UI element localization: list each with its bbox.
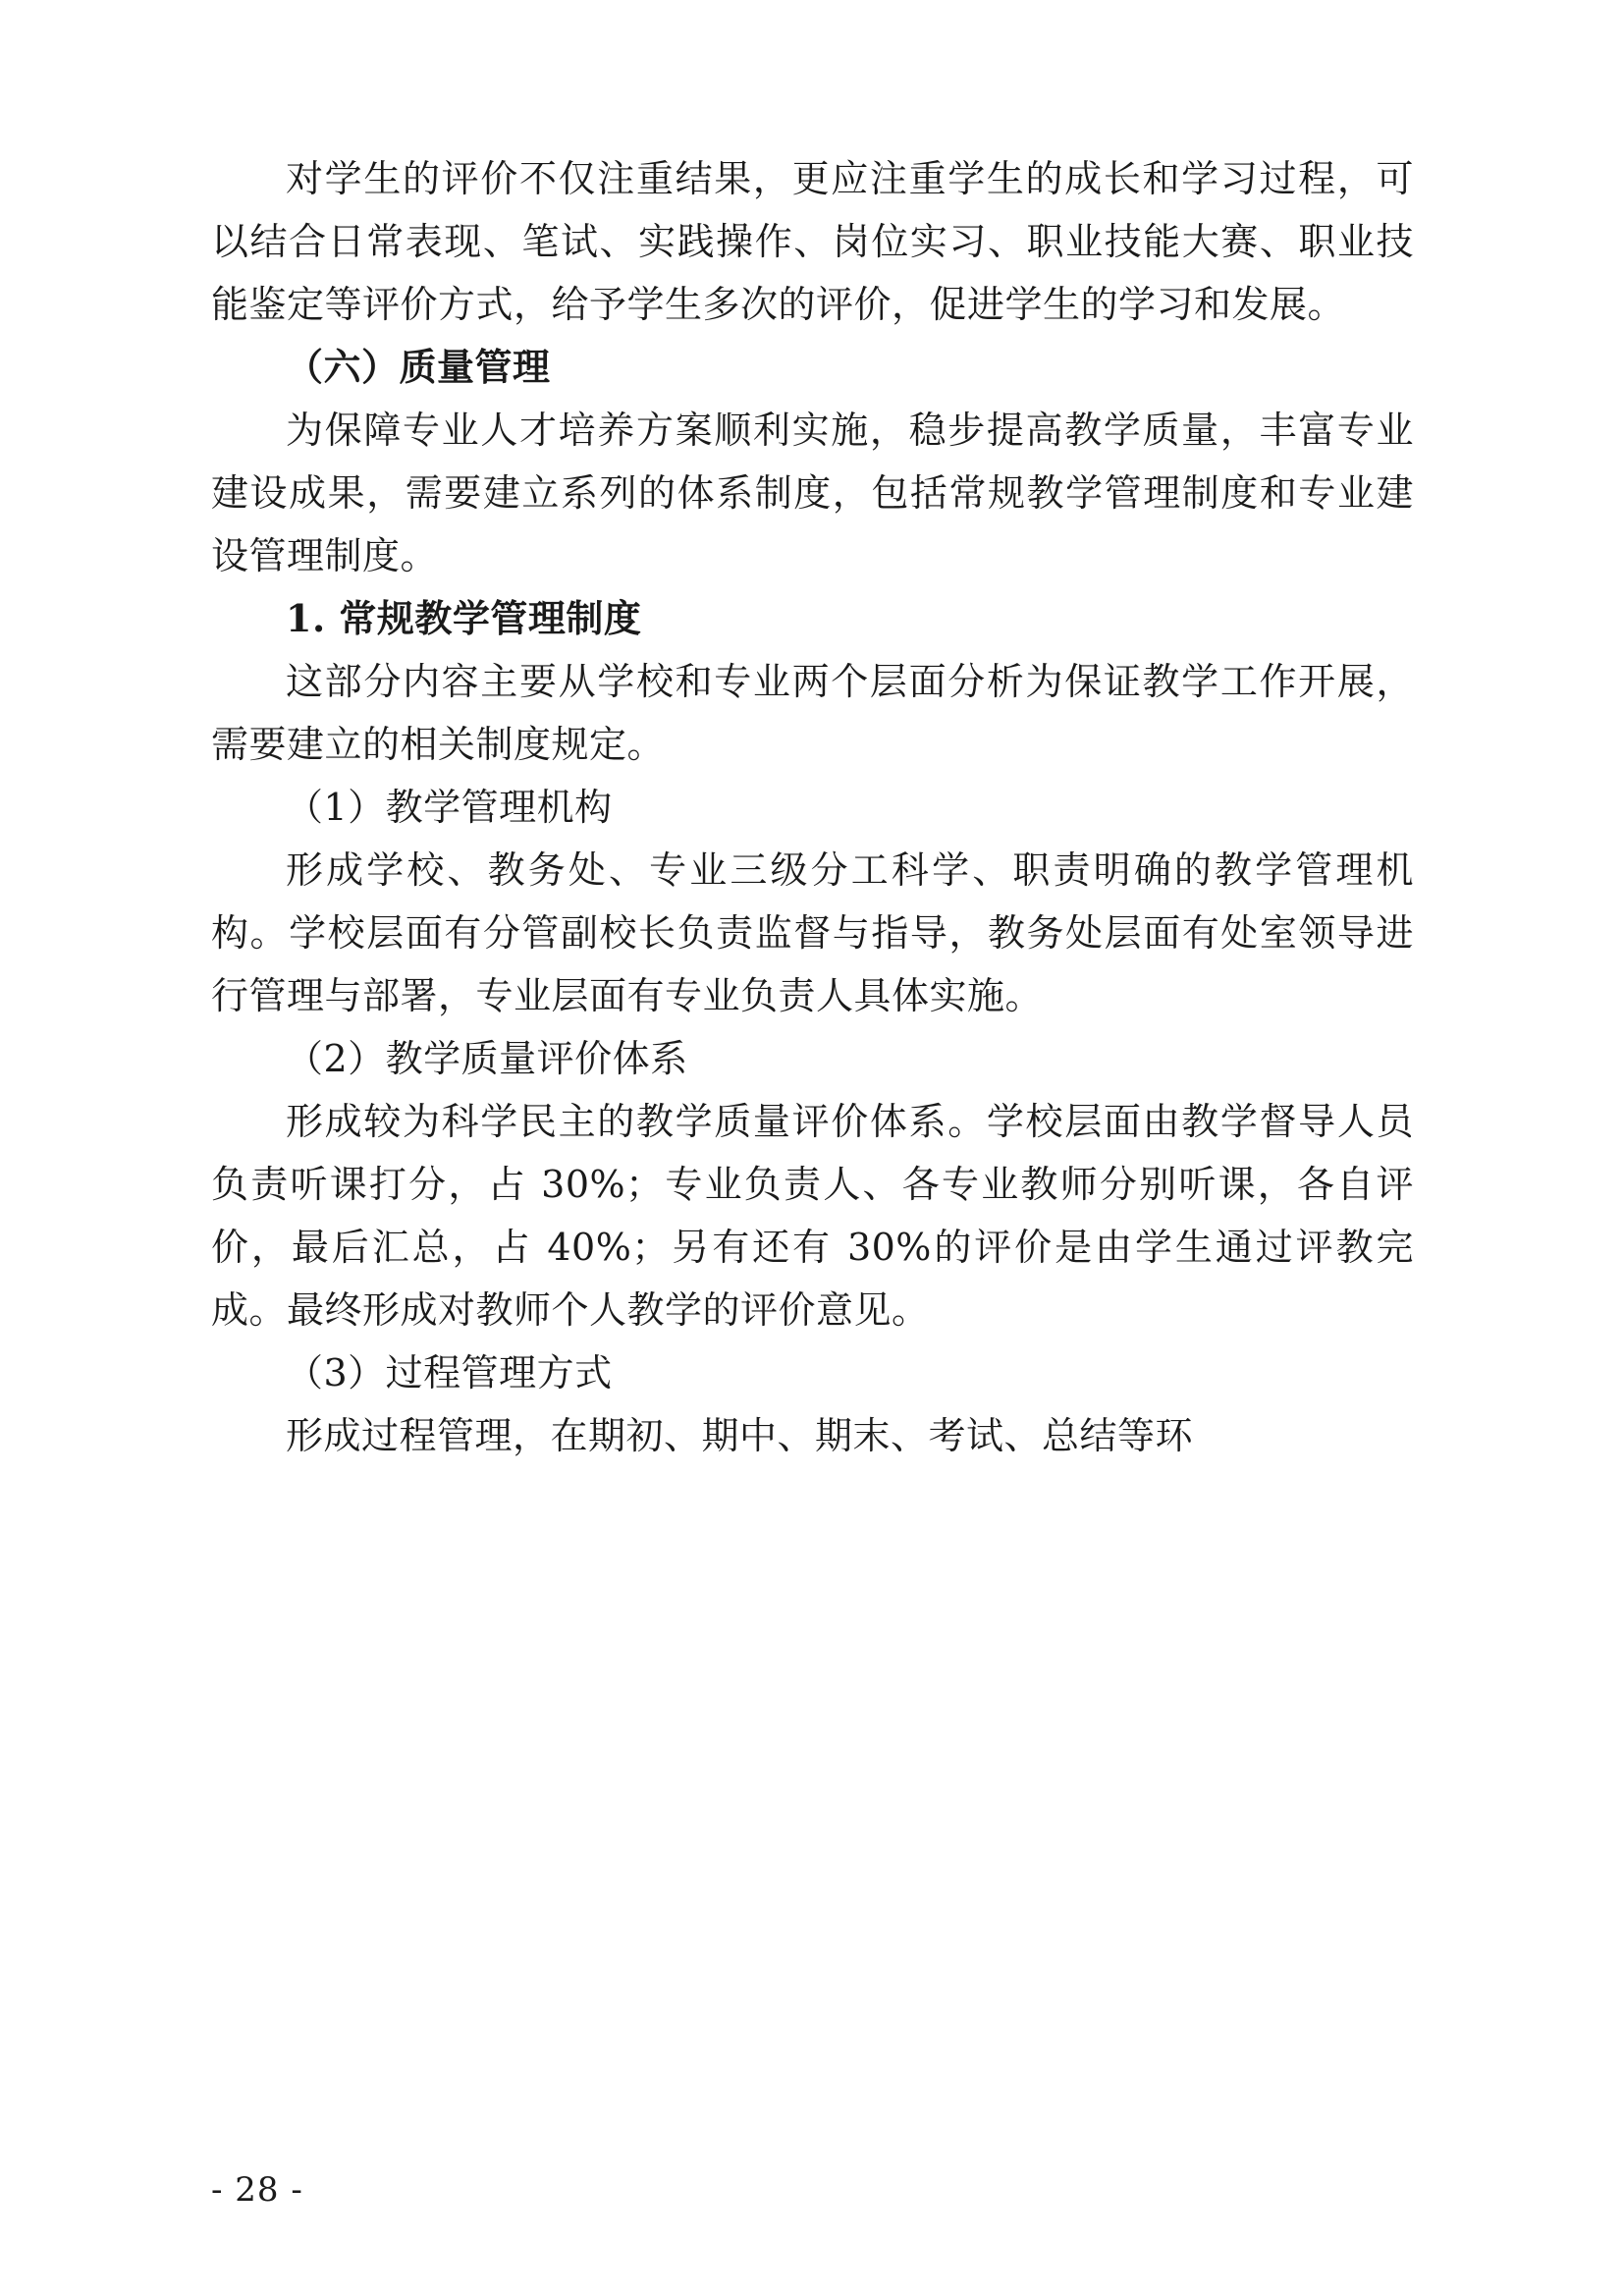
heading-quality-management: （六）质量管理 — [286, 345, 551, 389]
paragraph-system-establishment: 为保障专业人才培养方案顺利实施，稳步提高教学质量，丰富专业建设成果，需要建立系列的体系制度，包括常规教学管理制度和专业建设管理制度。 — [211, 409, 1414, 577]
paragraph-process-management-detail: 形成过程管理，在期初、期中、期末、考试、总结等环 — [286, 1414, 1194, 1457]
page-content — [211, 147, 1414, 1467]
list-item-quality-evaluation-system: （2）教学质量评价体系 — [286, 1037, 688, 1080]
paragraph-management-body-detail: 形成学校、教务处、专业三级分工科学、职责明确的教学管理机构。学校层面有分管副校长负责监督与指导，教务处层面有处室领导进行管理与部署，专业层面有专业负责人具体实施。 — [211, 848, 1414, 1017]
paragraph-evaluation-process: 对学生的评价不仅注重结果，更应注重学生的成长和学习过程，可以结合日常表现、笔试、实践操作、岗位实习、职业技能大赛、职业技能鉴定等评价方式，给予学生多次的评价，促进学生的学习和发展。 — [211, 157, 1414, 326]
list-item-teaching-management-body: （1）教学管理机构 — [286, 786, 613, 829]
paragraph-evaluation-system-detail: 形成较为科学民主的教学质量评价体系。学校层面由教学督导人员负责听课打分，占 30%；专业负责人、各专业教师分别听课，各自评价，最后汇总，占 40%；另有还有 30%的评价是由学生通过评教完成。最终形成对教师个人教学的评价意见。 — [211, 1100, 1414, 1332]
page-number: - 28 - — [211, 2170, 303, 2210]
paragraph-scope-description: 这部分内容主要从学校和专业两个层面分析为保证教学工作开展，需要建立的相关制度规定。 — [211, 660, 1414, 766]
subheading-routine-teaching-management: 1. 常规教学管理制度 — [286, 596, 642, 640]
list-item-process-management: （3）过程管理方式 — [286, 1351, 613, 1394]
